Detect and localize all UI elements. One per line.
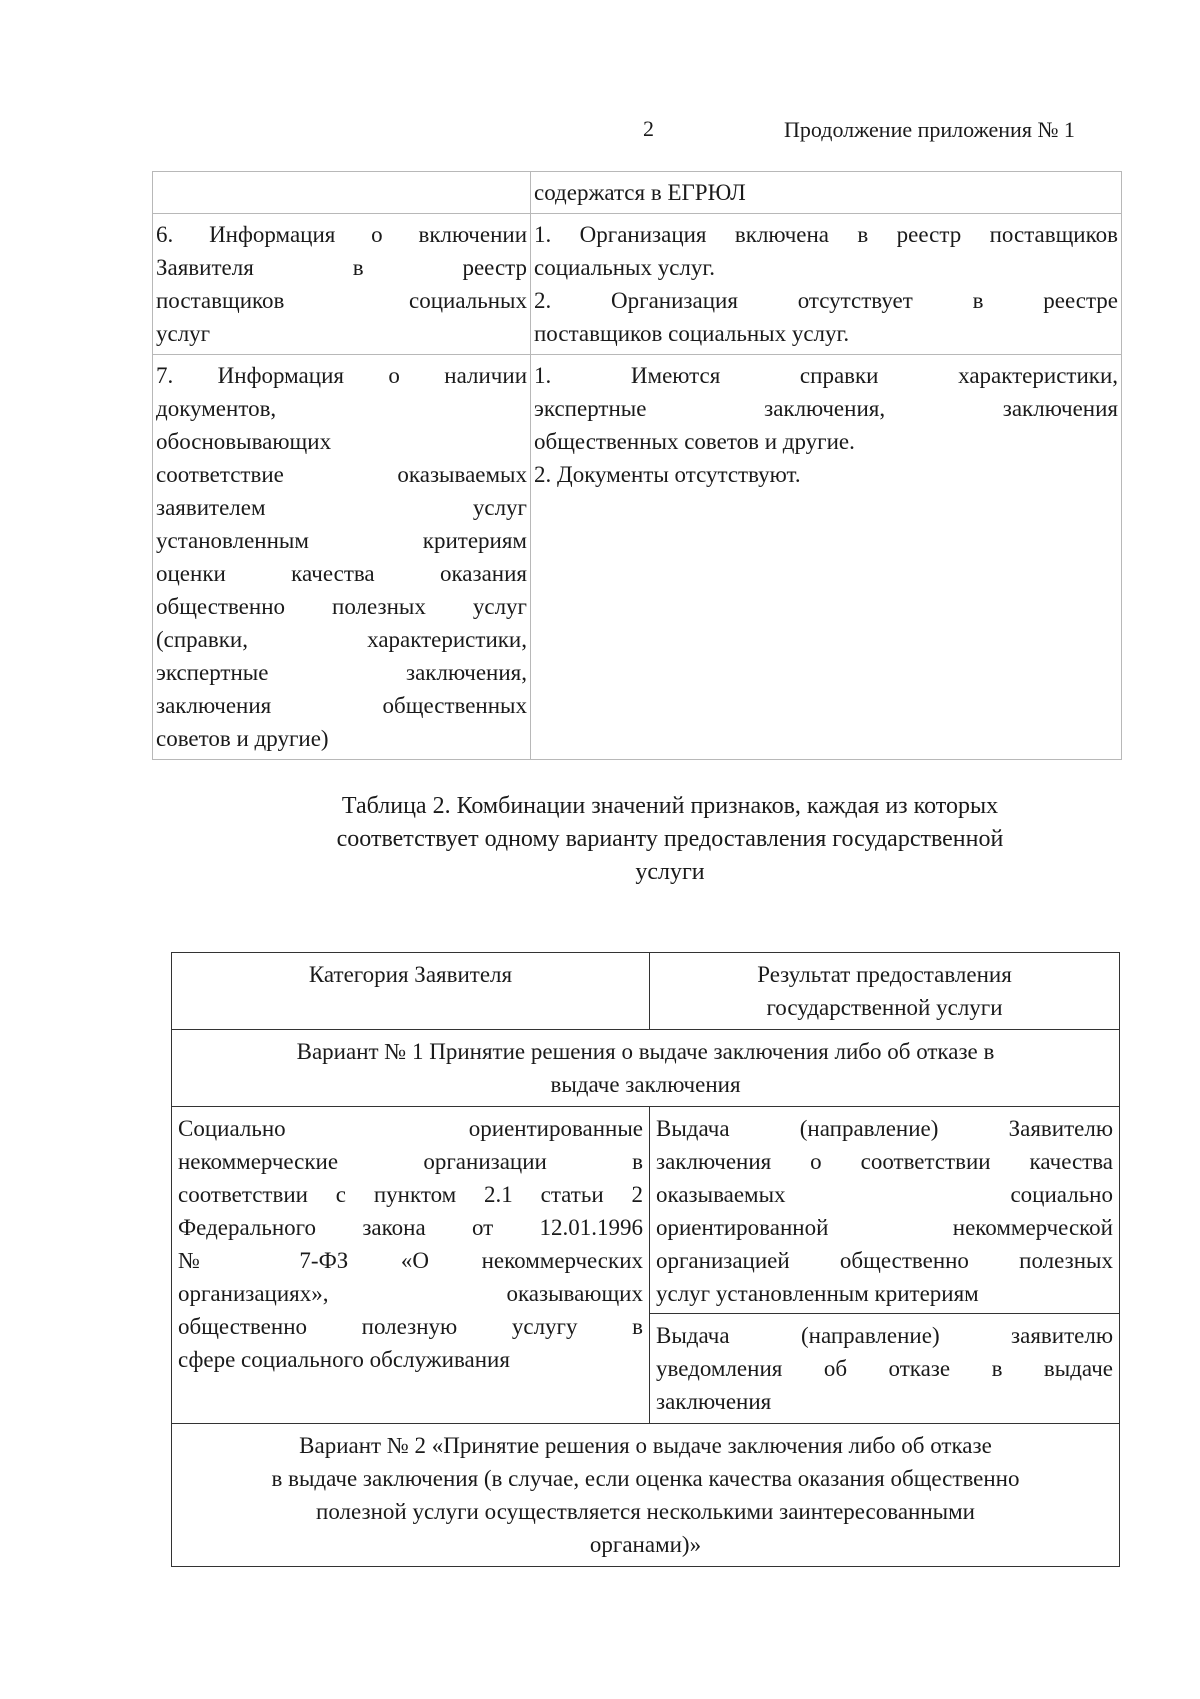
text-line: сферe социального обслуживания xyxy=(178,1347,510,1372)
text-line: соответствие оказываемых xyxy=(156,462,527,487)
text-line: Выдача (направление) Заявителю xyxy=(656,1116,1113,1141)
table-cell xyxy=(153,172,531,214)
text-line: Выдача (направление) заявителю xyxy=(656,1323,1113,1348)
caption-line: соответствует одному варианту предоставления государственной xyxy=(336,826,1004,852)
table-caption xyxy=(255,790,1085,889)
table-row xyxy=(172,1424,1120,1567)
text-line: уведомления об отказе в выдаче xyxy=(656,1356,1113,1381)
text-line: организациях», оказывающих xyxy=(178,1281,643,1306)
table-row xyxy=(153,172,1122,214)
column-header-result xyxy=(650,953,1120,1030)
variants-table xyxy=(171,952,1120,1567)
result-subtable xyxy=(650,1107,1119,1423)
text-line: 7. Информация о наличии xyxy=(156,363,527,388)
text-line: органами)» xyxy=(589,1532,702,1557)
text-line: заключения xyxy=(656,1389,772,1414)
text-line: заявителем услуг xyxy=(156,495,527,520)
text-line: выдаче заключения xyxy=(550,1072,741,1097)
variant-2-title xyxy=(172,1424,1120,1567)
text-line: экспертные заключения, заключения xyxy=(534,396,1118,421)
text-line: 2. Организация отсутствует в реестре xyxy=(534,288,1118,313)
text-line: советов и другие) xyxy=(156,726,329,751)
result-refusal xyxy=(650,1314,1119,1424)
text-line: услуг xyxy=(156,321,211,346)
table-row xyxy=(172,1107,1120,1424)
text-line: в выдаче заключения (в случае, если оценка качества оказания общественно xyxy=(271,1466,1020,1491)
column-header-category: Категория Заявителя xyxy=(172,953,650,1030)
text-line: заключения о соответствии качества xyxy=(656,1149,1113,1174)
caption-line: услуги xyxy=(635,859,705,885)
text-line: Вариант № 1 Принятие решения о выдаче заключения либо об отказе в xyxy=(296,1039,995,1064)
table-cell xyxy=(531,214,1122,355)
text-line: соответствии с пунктом 2.1 статьи 2 xyxy=(178,1182,643,1207)
text-line: 1. Организация включена в реестр поставщиков xyxy=(534,222,1118,247)
table-row xyxy=(153,214,1122,355)
text-line: поставщиков социальных услуг. xyxy=(534,321,850,346)
table-cell xyxy=(153,355,531,760)
appendix-continuation: Продолжение приложения № 1 xyxy=(784,117,1075,142)
text-line: 6. Информация о включении xyxy=(156,222,527,247)
text-line: организацией общественно полезных xyxy=(656,1248,1113,1273)
table-row xyxy=(172,1030,1120,1107)
text-line: установленным критериям xyxy=(156,528,527,553)
text-line: услуг установленным критериям xyxy=(656,1281,979,1306)
text-line: государственной услуги xyxy=(766,995,1003,1020)
caption-line: Таблица 2. Комбинации значений признаков, каждая из которых xyxy=(341,793,999,819)
text-line: некоммерческие организации в xyxy=(178,1149,643,1174)
table-row xyxy=(650,1314,1119,1424)
table-row xyxy=(153,355,1122,760)
text-line: Социально ориентированные xyxy=(178,1116,643,1141)
table-row xyxy=(650,1107,1119,1314)
text-line: Результат предоставления xyxy=(757,962,1012,987)
category-cell xyxy=(172,1107,650,1424)
text-line: общественно полезную услугу в xyxy=(178,1314,643,1339)
text-line: Федерального закона от 12.01.1996 xyxy=(178,1215,643,1240)
text-line: № 7-ФЗ «О некоммерческих xyxy=(178,1248,643,1273)
text-line: общественных советов и другие. xyxy=(534,429,855,454)
text-line: (справки, характеристики, xyxy=(156,627,527,652)
text-line: экспертные заключения, xyxy=(156,660,527,685)
criteria-table xyxy=(152,171,1122,760)
text-line: оценки качества оказания xyxy=(156,561,527,586)
text-line: Заявителя в реестр xyxy=(156,255,527,280)
result-approval xyxy=(650,1107,1119,1314)
page-number: 2 xyxy=(643,116,654,141)
text-line: обосновывающих xyxy=(156,429,332,454)
text-line: 1. Имеются справки характеристики, xyxy=(534,363,1118,388)
text-line: общественно полезных услуг xyxy=(156,594,527,619)
text-line: полезной услуги осуществляется несколькими заинтересованными xyxy=(316,1499,975,1524)
result-cell xyxy=(650,1107,1120,1424)
text-line: 2. Документы отсутствуют. xyxy=(534,462,801,487)
table-cell xyxy=(153,214,531,355)
text-line: документов, xyxy=(156,396,277,421)
text-line: социальных услуг. xyxy=(534,255,715,280)
text-line: заключения общественных xyxy=(156,693,527,718)
text-line: поставщиков социальных xyxy=(156,288,527,313)
text-line: Вариант № 2 «Принятие решения о выдаче заключения либо об отказе xyxy=(299,1433,992,1458)
text-line: оказываемых социально xyxy=(656,1182,1113,1207)
text-line: ориентированной некоммерческой xyxy=(656,1215,1113,1240)
table-cell xyxy=(531,355,1122,760)
variant-1-title xyxy=(172,1030,1120,1107)
table-header-row xyxy=(172,953,1120,1030)
table-cell: содержатся в ЕГРЮЛ xyxy=(531,172,1122,214)
